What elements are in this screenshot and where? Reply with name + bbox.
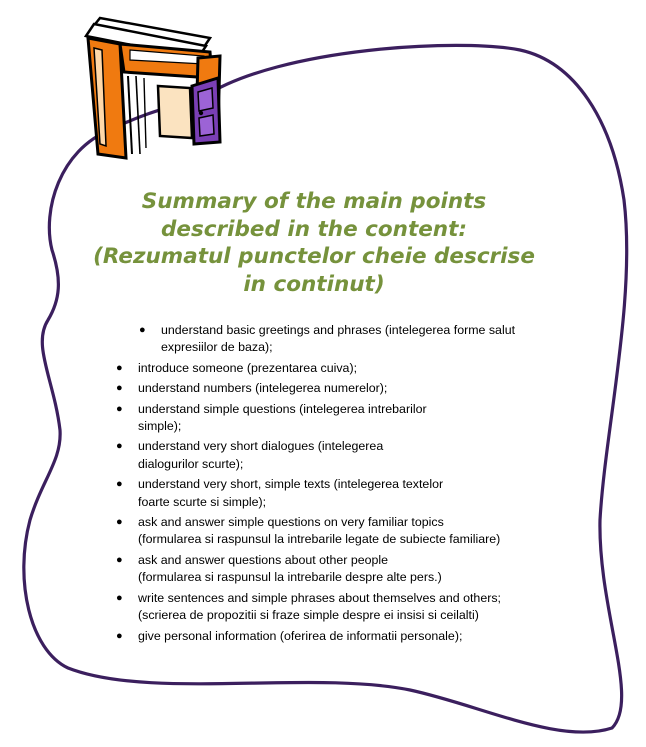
bullet-icon: ● (116, 516, 123, 529)
title-line: in continut) (243, 271, 385, 297)
bullet-icon: ● (116, 361, 123, 374)
point-line: ask and answer simple questions on very familiar topics (138, 515, 444, 530)
bullet-icon: ● (116, 591, 123, 604)
bullet-icon: ● (139, 324, 146, 336)
summary-title (60, 188, 568, 298)
list-item (116, 628, 515, 645)
point-line: understand very short dialogues (intelegerea (138, 439, 384, 454)
key-points-list (0, 322, 515, 648)
title-line: Summary of the main points (141, 189, 487, 214)
title-line: (Rezumatul punctelor cheie descrise (93, 244, 535, 269)
list-item (116, 552, 515, 587)
list-item (116, 590, 515, 625)
point-line: dialogurilor scurte); (138, 456, 244, 471)
list-item (116, 401, 515, 436)
bullet-icon: ● (116, 553, 123, 566)
bullet-icon: ● (116, 478, 123, 491)
bullet-icon: ● (116, 402, 123, 415)
point-line: understand basic greetings and phrases (intelegerea forme salut (161, 323, 516, 337)
list-item (116, 438, 515, 473)
title-line: described in the content: (160, 216, 467, 242)
bullet-icon: ● (116, 440, 123, 453)
point-line: (formularea si raspunsul la intrebarile despre alte pers.) (138, 570, 442, 585)
point-line: (scrierea de propozitii si fraze simple despre ei insisi si ceilalti) (138, 608, 479, 623)
point-line: understand very short, simple texts (intelegerea textelor (138, 477, 444, 492)
point-line: (formularea si raspunsul la intrebarile legate de subiecte familiare) (138, 532, 501, 547)
point-line: introduce someone (prezentarea cuiva); (138, 360, 358, 375)
point-line: understand simple questions (intelegerea intrebarilor (138, 401, 427, 416)
list-item (116, 476, 515, 511)
list-item (116, 514, 515, 549)
point-line: write sentences and simple phrases about themselves and others; (138, 590, 501, 605)
point-line: give personal information (oferirea de informatii personale); (138, 628, 463, 643)
point-line: expresiilor de baza); (161, 340, 273, 355)
point-line: foarte scurte si simple); (138, 494, 267, 509)
bullet-icon: ● (116, 629, 123, 642)
list-item (116, 360, 515, 377)
point-line: simple); (138, 419, 182, 434)
list-item (116, 380, 515, 397)
bullet-icon: ● (116, 382, 123, 395)
point-line: ask and answer questions about other people (138, 552, 389, 567)
open-book-with-door-icon (80, 8, 240, 163)
point-line: understand numbers (intelegerea numerelor); (138, 381, 388, 396)
list-item (139, 322, 516, 357)
